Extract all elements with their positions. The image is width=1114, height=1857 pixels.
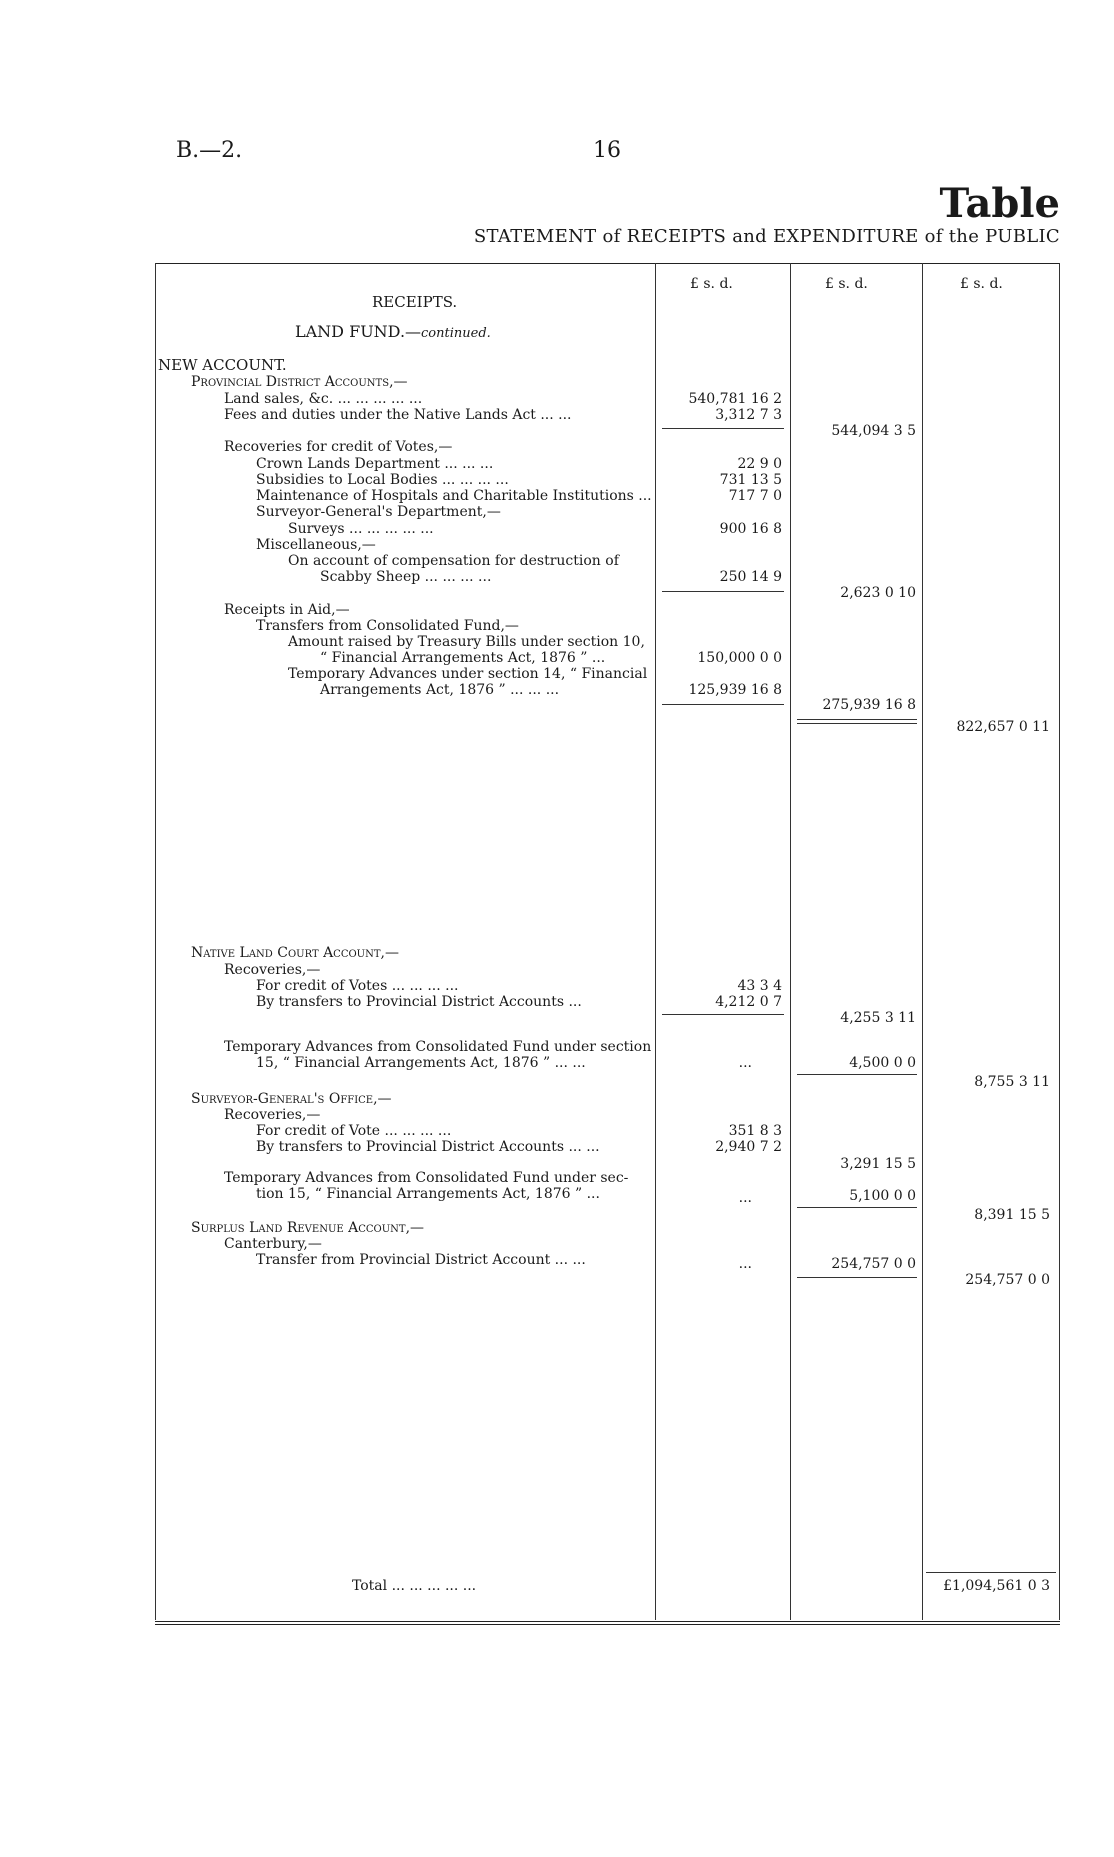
nl-transfers-label: By transfers to Provincial District Accounts ... (256, 994, 582, 1010)
value: 22 9 0 (737, 456, 782, 472)
nl-temp-label: Temporary Advances from Consolidated Fund under section (224, 1039, 652, 1055)
sum-rule (797, 1074, 917, 1075)
land-sales-label: Land sales, &c. ... ... ... ... ... (224, 391, 423, 407)
recoveries-label: Recoveries,— (224, 962, 321, 978)
value: 900 16 8 (719, 521, 782, 537)
sum-rule (662, 704, 784, 705)
col-header-1: £ s. d. (690, 276, 733, 292)
surveyor-dept: Surveyor-General's Department,— (256, 504, 501, 520)
value: 540,781 16 2 (688, 391, 782, 407)
value: 717 7 0 (728, 488, 782, 504)
value: 275,939 16 8 (822, 697, 916, 713)
temp-advances-label: Temporary Advances under section 14, “ Financial (288, 666, 648, 682)
recoveries-label-2: Recoveries,— (224, 1107, 321, 1123)
grand-total-value: £1,094,561 0 3 (943, 1578, 1050, 1594)
land-fund-heading: LAND FUND.—continued. (295, 322, 491, 341)
value: 5,100 0 0 (849, 1188, 916, 1204)
receipts-heading: RECEIPTS. (372, 293, 458, 311)
statement-title: STATEMENT of RECEIPTS and EXPENDITURE of the PUBLIC (473, 226, 1060, 247)
surplus-heading: Surplus Land Revenue Account,— (191, 1220, 425, 1236)
provincial-heading: Provincial District Accounts,— (191, 374, 408, 390)
placeholder-dots: ... (738, 1256, 752, 1272)
sum-rule (662, 1014, 784, 1015)
sg-vote-label: For credit of Vote ... ... ... ... (256, 1123, 452, 1139)
col-divider (922, 263, 923, 1620)
col-divider (155, 263, 156, 1620)
sum-rule (797, 1277, 917, 1278)
value: 3,291 15 5 (840, 1156, 916, 1172)
document-code: B.—2. (176, 138, 243, 163)
sum-rule (662, 591, 784, 592)
sg-transfers-label: By transfers to Provincial District Accounts ... ... (256, 1139, 600, 1155)
nl-temp-label-2: 15, “ Financial Arrangements Act, 1876 ” ... ... (256, 1055, 586, 1071)
value: 254,757 0 0 (831, 1256, 916, 1272)
sg-temp-label-2: tion 15, “ Financial Arrangements Act, 1876 ” ... (256, 1186, 600, 1202)
transfers-label: Transfers from Consolidated Fund,— (256, 618, 519, 634)
receipts-aid: Receipts in Aid,— (224, 602, 350, 618)
sum-rule (797, 1207, 917, 1208)
fees-label: Fees and duties under the Native Lands Act ... ... (224, 407, 572, 423)
scabby-label: Scabby Sheep ... ... ... ... (320, 569, 492, 585)
sum-rule (662, 428, 784, 429)
maintenance-label: Maintenance of Hospitals and Charitable Institutions ... (256, 488, 652, 504)
value: 822,657 0 11 (956, 719, 1050, 735)
page-number: 16 (593, 138, 621, 163)
sg-temp-label: Temporary Advances from Consolidated Fund under sec- (224, 1170, 629, 1186)
misc-label: Miscellaneous,— (256, 537, 376, 553)
value: 8,755 3 11 (974, 1074, 1050, 1090)
amount-raised-label-2: “ Financial Arrangements Act, 1876 ” ... (320, 650, 606, 666)
value: 351 8 3 (728, 1123, 782, 1139)
subsidies-label: Subsidies to Local Bodies ... ... ... ... (256, 472, 509, 488)
value: 731 13 5 (719, 472, 782, 488)
value: 150,000 0 0 (697, 650, 782, 666)
value: 4,500 0 0 (849, 1055, 916, 1071)
value: 2,940 7 2 (715, 1139, 782, 1155)
col-header-3: £ s. d. (960, 276, 1003, 292)
value: 4,212 0 7 (715, 994, 782, 1010)
value: 254,757 0 0 (965, 1272, 1050, 1288)
crown-lands-label: Crown Lands Department ... ... ... (256, 456, 494, 472)
compensation-label: On account of compensation for destruction of (288, 553, 619, 569)
surveyor-office-heading: Surveyor-General's Office,— (191, 1091, 392, 1107)
col-divider (790, 263, 791, 1620)
value: 125,939 16 8 (688, 682, 782, 698)
col-divider (655, 263, 656, 1620)
native-land-heading: Native Land Court Account,— (191, 945, 399, 961)
new-account: NEW ACCOUNT. (158, 356, 287, 374)
temp-advances-label-2: Arrangements Act, 1876 ” ... ... ... (320, 682, 560, 698)
transfer-prov-label: Transfer from Provincial District Account ... ... (256, 1252, 586, 1268)
col-divider (1059, 263, 1060, 1620)
total-rule (926, 1572, 1056, 1573)
nl-votes-label: For credit of Votes ... ... ... ... (256, 978, 459, 994)
table-heading: Table (939, 180, 1060, 227)
col-header-2: £ s. d. (825, 276, 868, 292)
value: 43 3 4 (737, 978, 782, 994)
sum-rule (797, 719, 917, 724)
surveys-label: Surveys ... ... ... ... ... (288, 521, 434, 537)
value: 250 14 9 (719, 569, 782, 585)
amount-raised-label: Amount raised by Treasury Bills under section 10, (288, 634, 645, 650)
value: 4,255 3 11 (840, 1010, 916, 1026)
placeholder-dots: ... (738, 1055, 752, 1071)
recoveries-votes: Recoveries for credit of Votes,— (224, 439, 453, 455)
value: 2,623 0 10 (840, 585, 916, 601)
total-label: Total ... ... ... ... ... (352, 1578, 477, 1594)
table-bottom-rule (155, 1624, 1060, 1625)
value: 3,312 7 3 (715, 407, 782, 423)
value: 544,094 3 5 (831, 423, 916, 439)
value: 8,391 15 5 (974, 1207, 1050, 1223)
placeholder-dots: ... (738, 1190, 752, 1206)
canterbury-label: Canterbury,— (224, 1236, 322, 1252)
